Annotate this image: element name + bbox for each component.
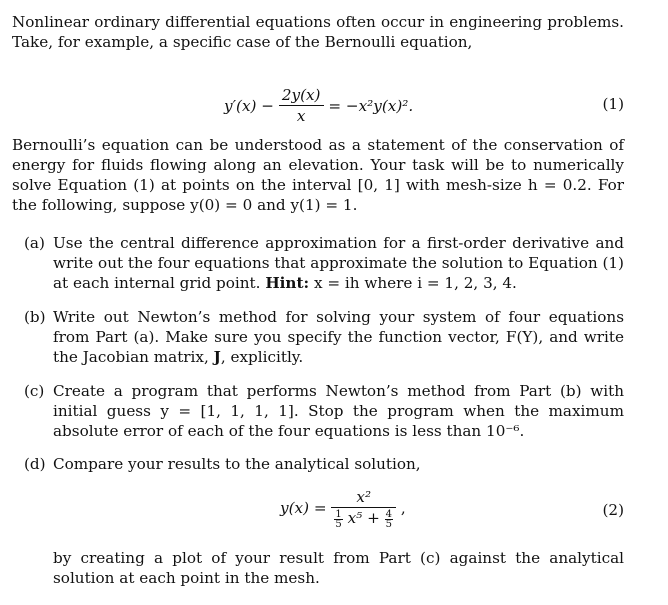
eq1-frac-den: x (296, 107, 306, 125)
eq2-fraction (331, 487, 396, 529)
part-c-text: Create a program that performs Newton’s method from Part (b) with initial guess y = [1, 1, 1, 1]. Stop the program when the maximum absolute error of each of the four equations is less than 10⁻⁶. (53, 382, 624, 440)
eq2-trail: , (400, 498, 406, 517)
part-d-after: by creating a plot of your result from Part (c) against the analytical solution at each point in the mesh. (53, 549, 624, 587)
part-d-continued (24, 548, 624, 588)
part-d (24, 454, 624, 474)
eq2-den-mid: x⁵ + (347, 509, 380, 527)
eq1-number: (1) (602, 95, 624, 113)
part-b (24, 307, 624, 367)
intro-paragraph: Nonlinear ordinary differential equations often occur in engineering problems. Take, for example, a specific case of the Bernoulli equation, (12, 13, 624, 51)
eq1-lhs: y′(x) − (224, 96, 274, 115)
part-a (24, 233, 624, 293)
eq2-den-b-num: 4 (385, 508, 393, 520)
part-c-label: (c) (24, 382, 45, 400)
eq2-den (331, 508, 396, 529)
part-a-hint-label: Hint: (265, 274, 310, 292)
part-a-text: Use the central difference approximation for a first-order derivative and write out the four equations that approximate the solution to Equation (1) at each internal grid point. (53, 234, 624, 292)
part-d-text: Compare your results to the analytical solution, (53, 455, 421, 473)
part-a-hint-text: x = ih where i = 1, 2, 3, 4. (313, 274, 517, 292)
part-d-label: (d) (24, 455, 46, 473)
part-b-bold-j: J (213, 348, 221, 366)
eq2-den-b-den: 5 (385, 518, 393, 530)
eq1-rhs: = −x²y(x)². (328, 96, 414, 115)
eq1-frac-num: 2y(x) (279, 85, 324, 106)
equation-1 (0, 85, 668, 129)
equation-2 (0, 487, 668, 537)
eq1-fraction (279, 85, 324, 126)
part-b-label: (b) (24, 308, 46, 326)
part-b-text-post: , explicitly. (220, 348, 304, 366)
eq2-num: x² (331, 487, 396, 508)
eq2-den-a-num: 1 (335, 508, 342, 520)
part-a-label: (a) (24, 234, 45, 252)
part-c (24, 381, 624, 441)
eq2-den-a-den: 5 (335, 518, 342, 530)
part-b-text: Write out Newton’s method for solving your system of four equations from Part (a). Make sure you specify the function vector, F(Y), and write the Jacobian matrix, (53, 308, 624, 366)
eq2-number: (2) (602, 501, 624, 519)
eq2-lhs: y(x) = (280, 498, 327, 517)
context-paragraph: Bernoulli’s equation can be understood as a statement of the conservation of energy for fluids flowing along an elevation. Your task will be to numerically solve Equation (1) at points on the interval [0, 1] with mesh-size h = 0.2. For the following, suppose y(0) = 0 and y(1) = 1. (12, 136, 624, 214)
